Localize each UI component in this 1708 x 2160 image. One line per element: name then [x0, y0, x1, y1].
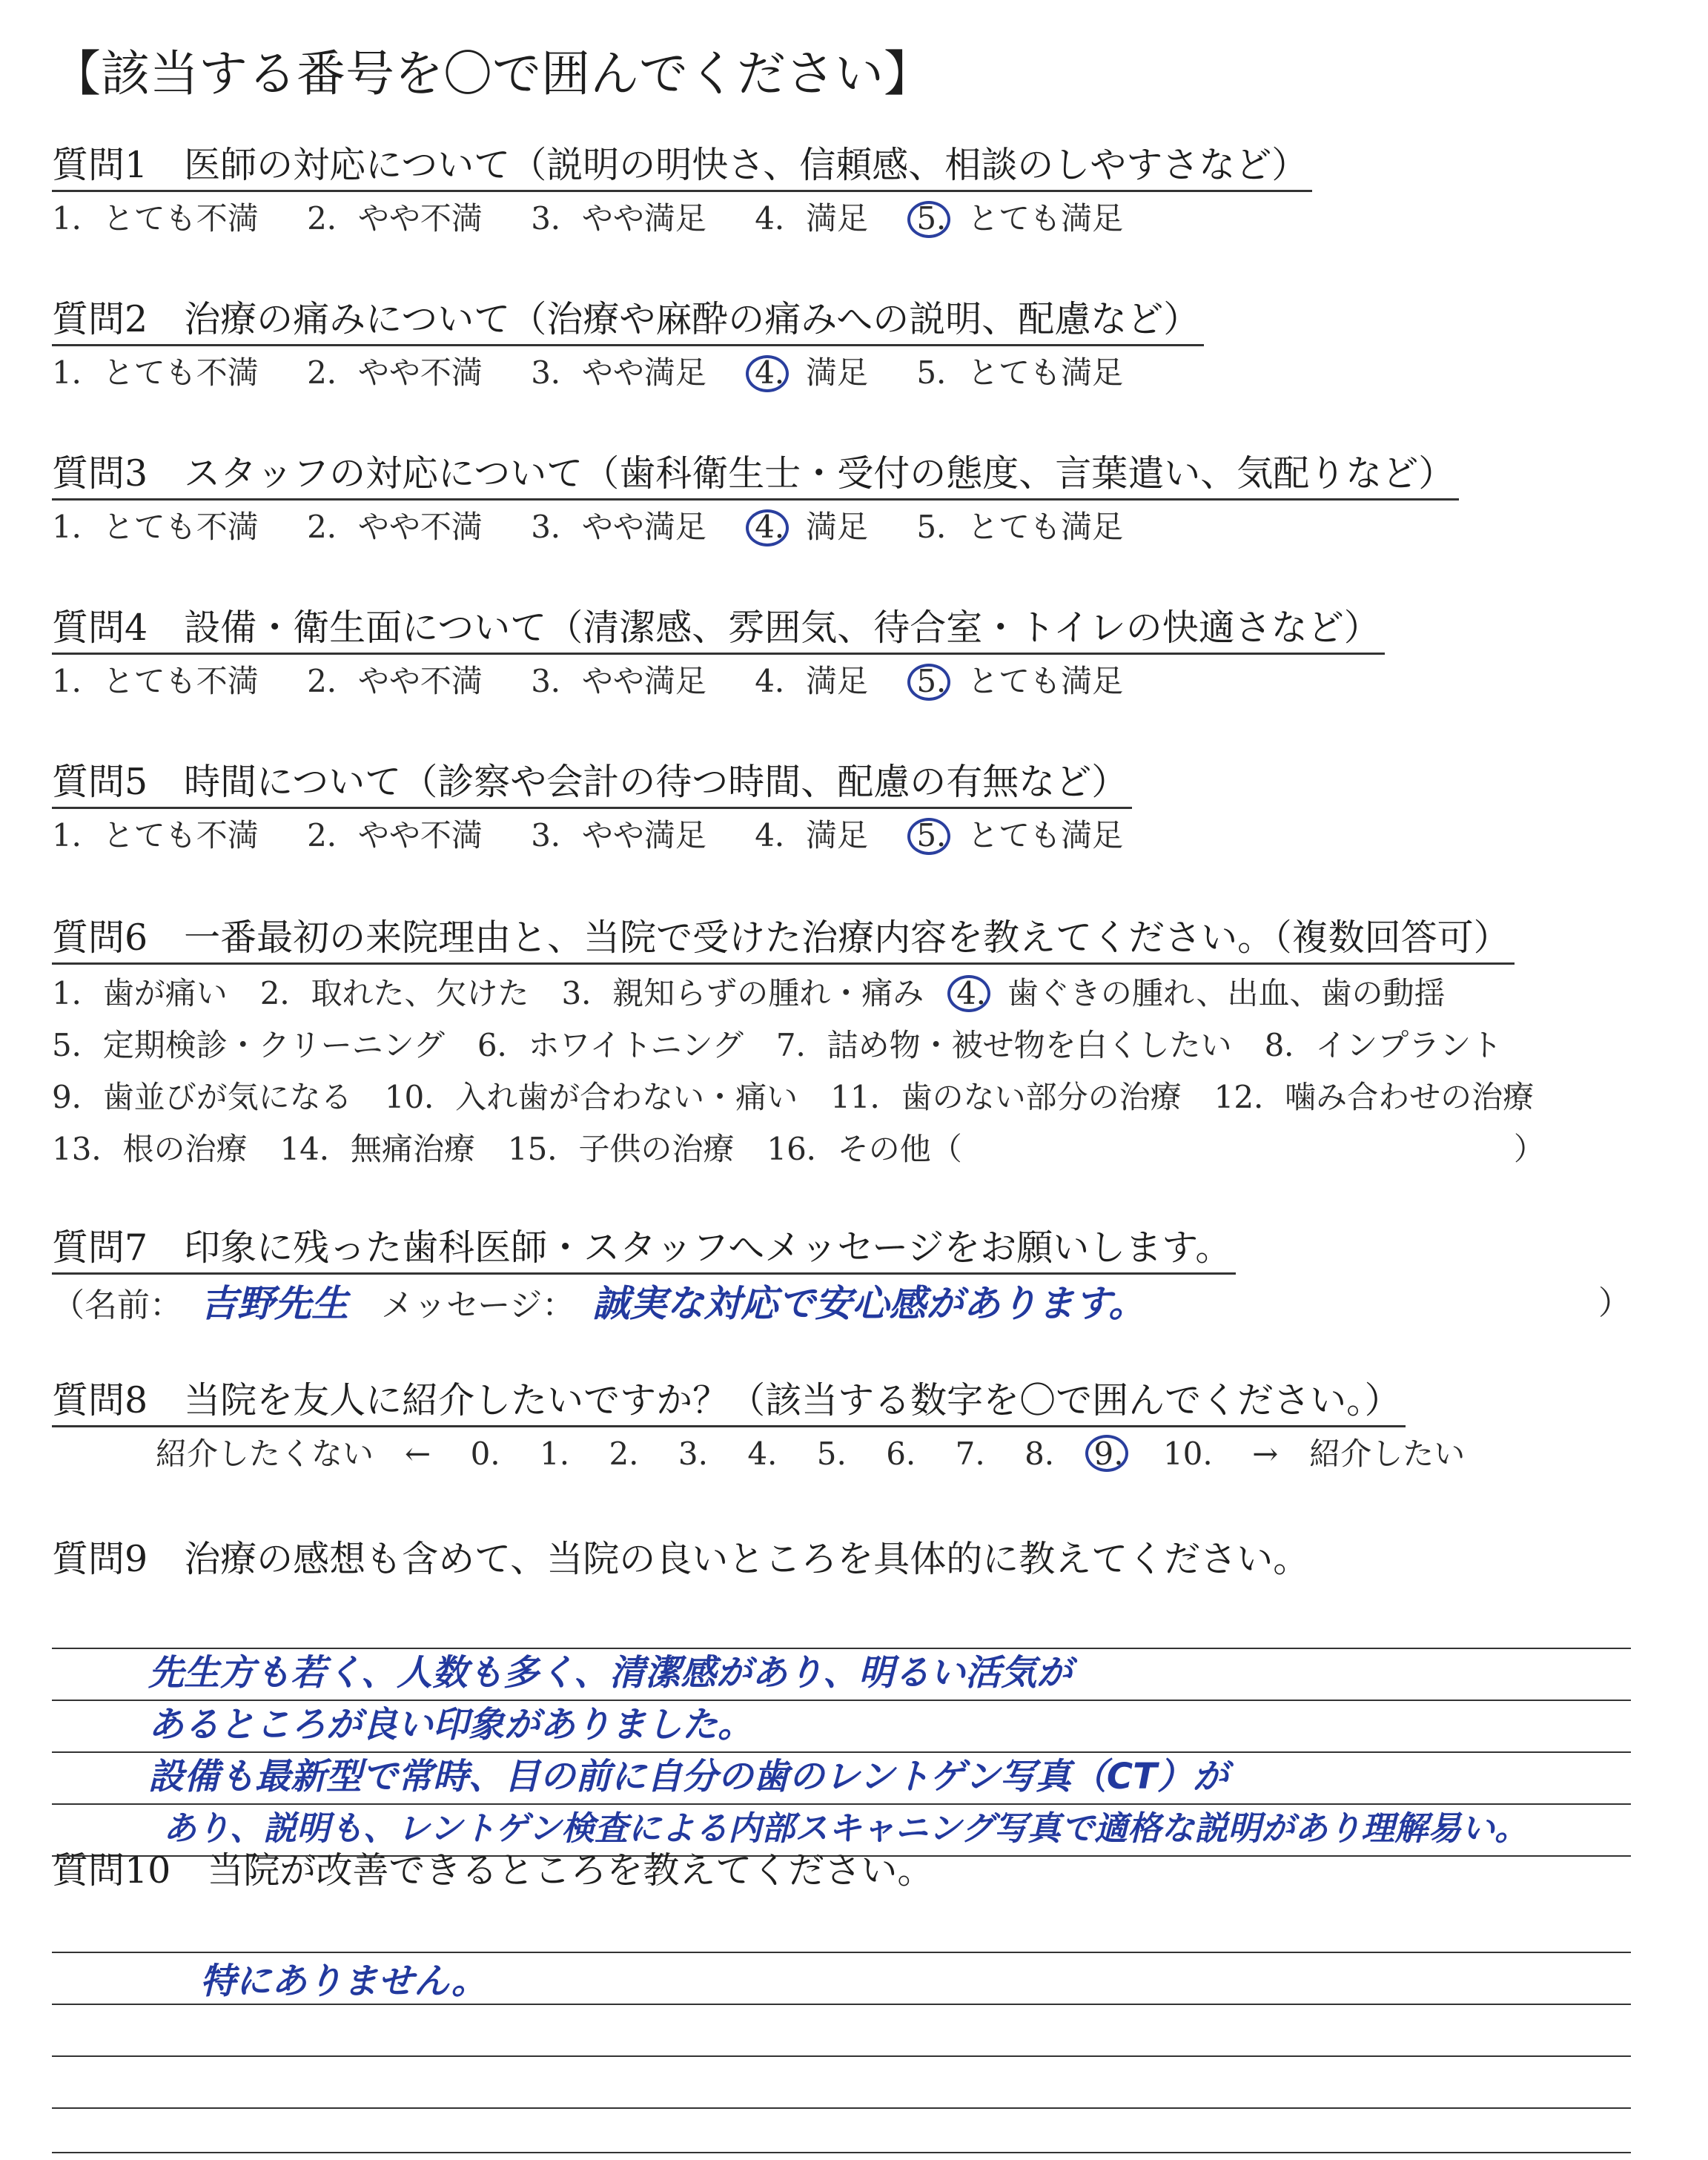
question-7-title: 質問7 印象に残った歯科医師・スタッフへメッセージをお願いします。: [52, 1223, 1236, 1275]
option-5[interactable]: 5．とても満足: [916, 509, 1124, 545]
option-10[interactable]: 10．入れ歯が合わない・痛い: [384, 1079, 798, 1115]
option-3[interactable]: 3．やや満足: [531, 663, 706, 699]
option-8[interactable]: 8．インプラント: [1264, 1027, 1503, 1063]
message-label: メッセージ：: [381, 1287, 575, 1324]
question-9-title: 質問9 治療の感想も含めて、当院の良いところを具体的に教えてください。: [52, 1538, 1310, 1580]
option-1[interactable]: 1．とても不満: [52, 817, 259, 853]
question-5: [52, 758, 1631, 861]
option-3[interactable]: 3．やや満足: [531, 509, 706, 545]
option-2[interactable]: 2．やや不満: [307, 817, 483, 853]
scale-1[interactable]: 1.: [540, 1436, 570, 1472]
question-4-title: 質問4 設備・衛生面について（清潔感、雰囲気、待合室・トイレの快適さなど）: [52, 604, 1385, 655]
form-header: 【該当する番号を〇で囲んでください】: [52, 45, 933, 102]
answer-line: [52, 2055, 1631, 2057]
scale-4[interactable]: 4.: [747, 1436, 778, 1472]
answer-text-line-1: 先生方も若く、人数も多く、清潔感があり、明るい活気が: [148, 1652, 1073, 1694]
option-1[interactable]: 1．とても不満: [52, 509, 259, 545]
option-14[interactable]: 14．無痛治療: [279, 1131, 475, 1167]
scale-left-label: 紹介したくない ←: [156, 1436, 431, 1472]
question-6: [52, 914, 1631, 1175]
question-8: [52, 1376, 1631, 1481]
question-3-options: [52, 502, 1631, 552]
question-1-options: [52, 194, 1631, 244]
question-6-options: [52, 968, 1631, 1175]
options-row-2: [52, 1020, 1631, 1071]
answer-text-line-1: 特にありません。: [200, 1961, 487, 2002]
option-4[interactable]: 4．歯ぐきの腫れ、出血、歯の動揺: [956, 968, 1445, 1020]
question-5-title: 質問5 時間について（診察や会計の待つ時間、配慮の有無など）: [52, 758, 1132, 809]
question-3: [52, 449, 1631, 552]
option-5[interactable]: 5．定期検診・クリーニング: [52, 1027, 445, 1063]
scale-right-label: → 紹介したい: [1252, 1436, 1466, 1472]
option-16[interactable]: 16．その他（: [767, 1131, 962, 1167]
option-9[interactable]: 9．歯並びが気になる: [52, 1079, 352, 1115]
scale-5[interactable]: 5.: [816, 1436, 847, 1472]
option-1[interactable]: 1．とても不満: [52, 200, 259, 237]
answer-text-line-4: あり、説明も、レントゲン検査による内部スキャニング写真で適格な説明があり理解易い。: [163, 1809, 1529, 1848]
question-4-options: [52, 656, 1631, 707]
name-label: （名前：: [52, 1287, 182, 1324]
option-1[interactable]: 1．歯が痛い: [52, 975, 228, 1011]
scale-9[interactable]: 9.: [1094, 1427, 1124, 1481]
scale-3[interactable]: 3.: [678, 1436, 708, 1472]
question-9-answer-area[interactable]: [52, 1584, 1631, 1880]
other-close-paren: ）: [1513, 1131, 1545, 1167]
scale-10[interactable]: 10.: [1162, 1436, 1213, 1472]
name-answer[interactable]: 吉野先生: [200, 1282, 348, 1325]
question-2-title: 質問2 治療の痛みについて（治療や麻酔の痛みへの説明、配慮など）: [52, 295, 1204, 346]
question-8-title: 質問8 当院を友人に紹介したいですか？（該当する数字を〇で囲んでください。）: [52, 1376, 1406, 1427]
option-5[interactable]: 5．とても満足: [916, 656, 1123, 707]
option-1[interactable]: 1．とても不満: [52, 663, 259, 699]
answer-text-line-3: 設備も最新型で常時、目の前に自分の歯のレントゲン写真（CT）が: [148, 1756, 1228, 1797]
question-10: [52, 1846, 1631, 2155]
question-2-options: [52, 348, 1631, 398]
option-3[interactable]: 3．やや満足: [531, 354, 706, 391]
answer-line: [52, 1648, 1631, 1649]
question-10-title: 質問10 当院が改善できるところを教えてください。: [52, 1849, 934, 1892]
option-7[interactable]: 7．詰め物・被せ物を白くしたい: [775, 1027, 1232, 1063]
scale-7[interactable]: 7.: [955, 1436, 985, 1472]
option-2[interactable]: 2．取れた、欠けた: [259, 975, 529, 1011]
option-2[interactable]: 2．やや不満: [307, 200, 483, 237]
option-2[interactable]: 2．やや不満: [307, 509, 483, 545]
question-7: [52, 1223, 1631, 1335]
option-4[interactable]: 4．満足: [755, 502, 868, 552]
answer-line: [52, 1952, 1631, 1953]
option-2[interactable]: 2．やや不満: [307, 663, 483, 699]
scale-2[interactable]: 2.: [609, 1436, 639, 1472]
answer-line: [52, 2004, 1631, 2005]
option-5[interactable]: 5．とても満足: [916, 194, 1123, 244]
option-4[interactable]: 4．満足: [755, 348, 868, 398]
option-5[interactable]: 5．とても満足: [916, 354, 1124, 391]
option-12[interactable]: 12．噛み合わせの治療: [1214, 1079, 1535, 1115]
option-3[interactable]: 3．やや満足: [531, 200, 706, 237]
scale-8[interactable]: 8.: [1025, 1436, 1055, 1472]
option-3[interactable]: 3．親知らずの腫れ・痛み: [561, 975, 924, 1011]
answer-line: [52, 2152, 1631, 2153]
answer-line: [52, 2107, 1631, 2109]
message-close-paren: ）: [1598, 1284, 1631, 1322]
option-15[interactable]: 15．子供の治療: [507, 1131, 735, 1167]
answer-line: [52, 1803, 1631, 1805]
scale-6[interactable]: 6.: [886, 1436, 916, 1472]
question-5-options: [52, 810, 1631, 861]
options-row-1: [52, 968, 1631, 1020]
question-6-title: 質問6 一番最初の来院理由と、当院で受けた治療内容を教えてください。（複数回答可）: [52, 914, 1515, 965]
question-1-title: 質問1 医師の対応について（説明の明快さ、信頼感、相談のしやすさなど）: [52, 141, 1312, 192]
option-13[interactable]: 13．根の治療: [52, 1131, 248, 1167]
option-3[interactable]: 3．やや満足: [531, 817, 706, 853]
question-1: [52, 141, 1631, 244]
option-5[interactable]: 5．とても満足: [916, 810, 1123, 861]
option-4[interactable]: 4．満足: [755, 663, 869, 699]
option-2[interactable]: 2．やや不満: [307, 354, 483, 391]
question-9: [52, 1535, 1631, 1880]
recommend-scale: [156, 1427, 1631, 1481]
option-1[interactable]: 1．とても不満: [52, 354, 259, 391]
answer-line: [52, 1751, 1631, 1753]
question-4: [52, 604, 1631, 707]
answer-text-line-2: あるところが良い印象がありました。: [148, 1704, 754, 1745]
option-11[interactable]: 11．歯のない部分の治療: [830, 1079, 1182, 1115]
option-6[interactable]: 6．ホワイトニング: [477, 1027, 744, 1063]
scale-0[interactable]: 0.: [470, 1436, 500, 1472]
options-row-3: [52, 1071, 1631, 1123]
option-4[interactable]: 4．満足: [755, 200, 869, 237]
option-4[interactable]: 4．満足: [755, 817, 869, 853]
question-3-title: 質問3 スタッフの対応について（歯科衛生士・受付の態度、言葉遣い、気配りなど）: [52, 449, 1459, 501]
question-2: [52, 295, 1631, 398]
question-10-answer-area[interactable]: [52, 1895, 1631, 2155]
options-row-4: [52, 1123, 1631, 1175]
message-answer[interactable]: 誠実な対応で安心感があります。: [592, 1282, 1146, 1325]
message-row: [52, 1275, 1631, 1335]
answer-line: [52, 1700, 1631, 1701]
